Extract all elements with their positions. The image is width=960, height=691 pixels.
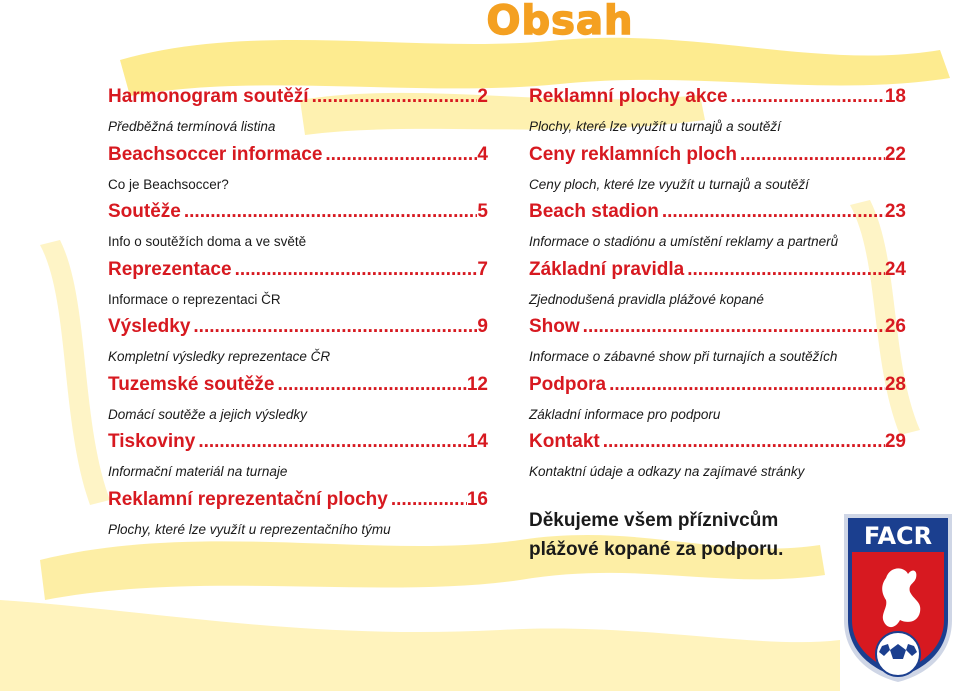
toc-heading: Soutěže xyxy=(108,201,181,222)
toc-left-column xyxy=(108,86,488,546)
toc-description: Info o soutěžích doma a ve světě xyxy=(108,234,307,249)
toc-heading: Beach stadion xyxy=(529,201,659,222)
page-number: 9 xyxy=(477,316,488,337)
facr-crest-logo[interactable] xyxy=(838,508,958,686)
toc-heading: Reklamní reprezentační plochy xyxy=(108,488,388,510)
toc-entry[interactable] xyxy=(529,144,906,202)
page-number: 14 xyxy=(466,431,488,452)
toc-heading: Tuzemské soutěže xyxy=(108,373,275,395)
thanks-line-2: plážové kopané za podporu. xyxy=(529,539,784,560)
toc-entry[interactable] xyxy=(108,86,488,144)
toc-entry[interactable] xyxy=(529,431,906,489)
toc-description: Domácí soutěže a jejich výsledky xyxy=(108,406,307,422)
dot-leader xyxy=(198,431,467,453)
toc-description: Předběžná termínová listina xyxy=(108,119,276,134)
toc-description: Kontaktní údaje a odkazy na zajímavé stránky xyxy=(529,464,805,479)
page-number: 5 xyxy=(477,201,488,222)
toc-description: Zjednodušená pravidla plážové kopané xyxy=(529,291,764,307)
toc-heading: Show xyxy=(529,316,580,337)
page-number: 18 xyxy=(884,86,906,107)
toc-entry[interactable] xyxy=(108,201,488,259)
toc-description: Informace o zábavné show při turnajích a soutěžích xyxy=(529,349,838,364)
dot-leader xyxy=(312,86,478,108)
page-number: 24 xyxy=(884,258,906,280)
toc-heading: Ceny reklamních ploch xyxy=(529,143,738,165)
dot-leader xyxy=(235,259,478,281)
toc-right-column xyxy=(529,86,906,489)
toc-entry[interactable] xyxy=(108,259,488,317)
toc-entry[interactable] xyxy=(529,201,906,259)
dot-leader xyxy=(740,144,885,166)
toc-entry[interactable] xyxy=(529,259,906,317)
logo-text: FACR xyxy=(863,522,933,550)
toc-heading: Podpora xyxy=(529,373,607,395)
toc-description: Informační materiál na turnaje xyxy=(108,464,288,479)
dot-leader xyxy=(193,316,477,338)
dot-leader xyxy=(391,489,467,511)
toc-description: Co je Beachsoccer? xyxy=(108,176,229,192)
dot-leader xyxy=(687,259,885,281)
toc-entry[interactable] xyxy=(108,316,488,374)
toc-entry[interactable] xyxy=(529,374,906,432)
toc-entry[interactable] xyxy=(108,144,488,202)
toc-heading: Tiskoviny xyxy=(108,431,196,452)
toc-entry[interactable] xyxy=(108,374,488,432)
page-number: 29 xyxy=(884,431,906,452)
dot-leader xyxy=(662,201,885,223)
toc-entry[interactable] xyxy=(529,316,906,374)
page-number: 12 xyxy=(466,373,488,395)
toc-description: Kompletní výsledky reprezentace ČR xyxy=(108,349,331,364)
toc-entry[interactable] xyxy=(529,86,906,144)
toc-description: Ceny ploch, které lze využít u turnajů a soutěží xyxy=(529,176,809,192)
dot-leader xyxy=(325,144,477,166)
toc-heading: Harmonogram soutěží xyxy=(108,86,309,107)
toc-heading: Reklamní plochy akce xyxy=(529,86,728,107)
page-number: 28 xyxy=(884,373,906,395)
toc-entry[interactable] xyxy=(108,489,488,547)
toc-heading: Základní pravidla xyxy=(529,258,685,280)
thanks-message xyxy=(529,506,783,564)
dot-leader xyxy=(277,374,466,396)
toc-heading: Beachsoccer informace xyxy=(108,143,323,165)
thanks-line-1: Děkujeme všem příznivcům xyxy=(529,510,779,531)
page-number: 7 xyxy=(477,258,488,280)
page-number: 22 xyxy=(884,143,906,165)
dot-leader xyxy=(731,86,885,108)
toc-description: Plochy, které lze využít u reprezentačního týmu xyxy=(108,521,391,537)
page-number: 23 xyxy=(884,201,906,222)
page-number: 4 xyxy=(477,143,488,165)
toc-description: Informace o stadiónu a umístění reklamy a partnerů xyxy=(529,234,839,249)
toc-description: Informace o reprezentaci ČR xyxy=(108,291,281,307)
toc-description: Plochy, které lze využít u turnajů a soutěží xyxy=(529,119,781,134)
toc-heading: Výsledky xyxy=(108,316,191,337)
dot-leader xyxy=(603,431,885,453)
toc-description: Základní informace pro podporu xyxy=(529,406,721,422)
dot-leader xyxy=(583,316,885,338)
page-number: 16 xyxy=(466,488,488,510)
page-title: Obsah xyxy=(486,0,634,44)
dot-leader xyxy=(609,374,885,396)
toc-heading: Reprezentace xyxy=(108,258,232,280)
toc-heading: Kontakt xyxy=(529,431,600,452)
toc-entry[interactable] xyxy=(108,431,488,489)
page-number: 2 xyxy=(477,86,488,107)
page-number: 26 xyxy=(884,316,906,337)
dot-leader xyxy=(184,201,478,223)
